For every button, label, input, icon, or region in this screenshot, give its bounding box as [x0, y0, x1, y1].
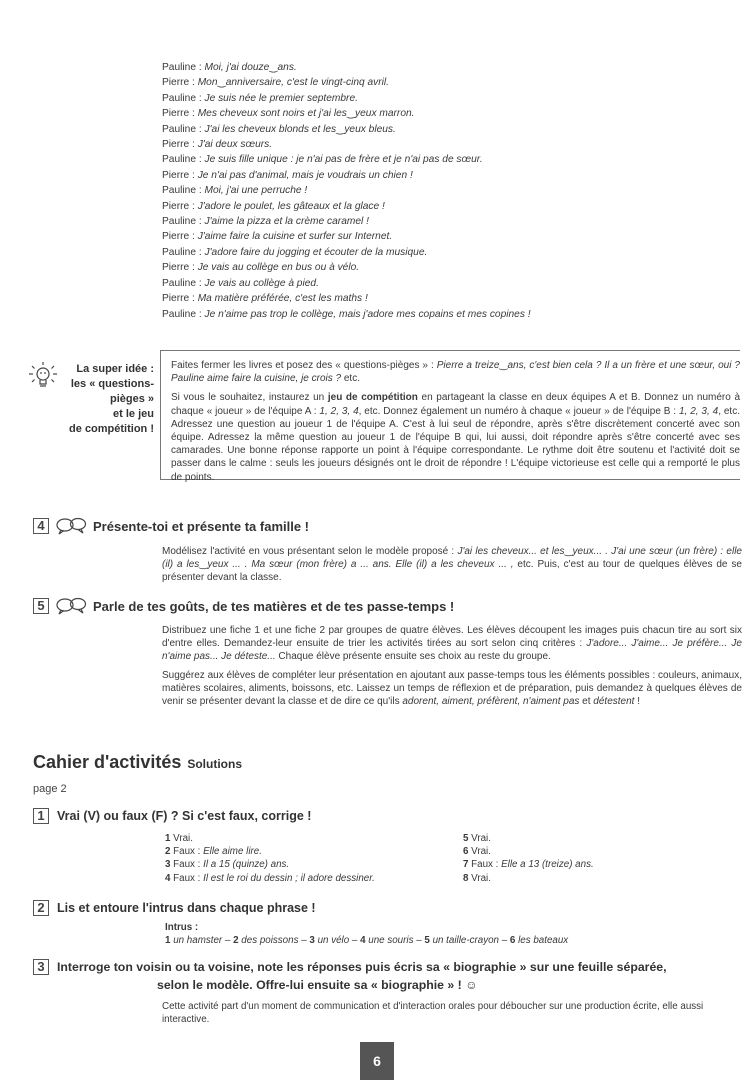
- dialogue-line: Pauline : Moi, j'ai une perruche !: [162, 185, 308, 197]
- dialogue-line: Pierre : J'adore le poulet, les gâteaux et la glace !: [162, 200, 385, 212]
- dialogue-line: Pauline : J'ai les cheveux blonds et les‿yeux bleus.: [162, 123, 396, 135]
- solution-3-heading: [33, 958, 667, 994]
- activity-number: 5: [33, 598, 49, 614]
- answer-item: 7 Faux : Elle a 13 (treize) ans.: [463, 859, 594, 871]
- exercise-title: Interroge ton voisin ou ta voisine, note les réponses puis écris sa « biographie » sur une feuille séparée, selon le modèle. Offre-lui ensuite sa « biographie » ! ☺: [57, 960, 667, 992]
- speech-bubbles-icon: [55, 517, 87, 535]
- activity-number: 4: [33, 518, 49, 534]
- page-number: 6: [360, 1042, 394, 1080]
- dialogue-line: Pierre : Mes cheveux sont noirs et j'ai les‿yeux marron.: [162, 108, 415, 120]
- dialogue-line: Pierre : J'aime faire la cuisine et surfer sur Internet.: [162, 231, 393, 243]
- answer-item: 2 Faux : Elle aime lire.: [165, 846, 262, 858]
- solution-2-heading: [33, 900, 316, 916]
- tip-paragraph: Faites fermer les livres et posez des « questions-pièges » : Pierre a treize‿ans, c'est bien cela ? Il a un frère et une sœur, oui ? Pauline aime faire la cuisine, je crois ? etc.: [171, 360, 740, 385]
- answer-item: 4 Faux : Il est le roi du dessin ; il adore dessiner.: [165, 872, 375, 884]
- dialogue-line: Pierre : Je n'ai pas d'animal, mais je voudrais un chien !: [162, 169, 413, 181]
- solution-1-heading: [33, 808, 311, 824]
- dialogue-line: Pierre : Mon‿anniversaire, c'est le vingt-cinq avril.: [162, 77, 390, 89]
- answer-item: 1 Vrai.: [165, 833, 193, 844]
- solution-1-left: [165, 832, 375, 885]
- section-title: Cahier d'activités Solutions: [33, 752, 243, 772]
- tip-label: La super idée : les « questions- pièges » et le jeu de compétition !: [69, 363, 154, 435]
- tip-paragraph: Si vous le souhaitez, instaurez un jeu de compétition en partageant la classe en deux équipes A et B. Donnez un numéro à chaque « joueur » de l'équipe A : 1, 2, 3, 4, etc. Donnez également un numéro à chaque « joueur » de l'équipe B : 1, 2, 3, 4, etc. Adressez une question au joueur 1 de l'équipe A. C'est à lui seul de répondre, après s'être discrètement concerté avec son équipe. Adressez la même question au joueur 1 de l'équipe B qui, lui aussi, doit répondre après s'être concerté avec ses camarades. Une bonne réponse rapporte un point à l'équipe correspondante. Le rythme doit être soutenu et l'activité doit se passer dans le calme : seuls les joueurs désignés ont le droit de répondre ! L'équipe victorieuse est celle qui a remporté le plus de points.: [171, 392, 741, 483]
- exercise-title: Vrai (V) ou faux (F) ? Si c'est faux, corrige !: [57, 809, 312, 823]
- exercise-title: Lis et entoure l'intrus dans chaque phrase !: [57, 901, 316, 915]
- answer-item: 6 Vrai.: [463, 846, 491, 858]
- intrus-list: 1 un hamster – 2 des poissons – 3 un vélo – 4 une souris – 5 un taille-crayon – 6 les bateaux: [165, 935, 569, 947]
- dialogue-line: Pauline : Je n'aime pas trop le collège, mais j'adore mes copains et mes copines !: [162, 308, 531, 320]
- dialogue: [162, 60, 732, 322]
- dialogue-line: Pauline : Moi, j'ai douze‿ans.: [162, 62, 297, 73]
- activity-title: Présente-toi et présente ta famille !: [93, 518, 310, 534]
- tip-box: [160, 350, 741, 483]
- dialogue-line: Pauline : J'aime la pizza et la crème caramel !: [162, 216, 369, 228]
- solution-1-right: [463, 832, 594, 885]
- activity-5-heading: [33, 597, 454, 615]
- page-reference: page 2: [33, 783, 67, 795]
- answer-item: 3 Faux : Il a 15 (quinze) ans.: [165, 859, 290, 871]
- activity-4-body: Modélisez l'activité en vous présentant selon le modèle proposé : J'ai les cheveux... et les‿yeux... . J'ai une sœur (un frère) : elle (il) a les‿yeux ... . Ma sœur (mon frère) a ... ans. Elle (il) a les cheveux ... , etc. Puis, c'est au tour de quelques élèves de se présenter devant la classe.: [162, 546, 742, 583]
- activity-4-heading: [33, 517, 309, 535]
- solution-2-body: Intrus : 1 un hamster – 2 des poissons – 3 un vélo – 4 une souris – 5 un taille-crayon – 6 les bateaux: [165, 922, 569, 947]
- dialogue-line: Pauline : Je suis née le premier septembre.: [162, 92, 358, 104]
- dialogue-line: Pauline : Je suis fille unique : je n'ai pas de frère et je n'ai pas de sœur.: [162, 154, 483, 166]
- solution-3-body: Cette activité part d'un moment de communication et d'interaction orales pour déboucher sur une production écrite, elle aussi interactive.: [162, 1001, 704, 1025]
- lightbulb-icon: [26, 360, 60, 394]
- activity-5-body: Distribuez une fiche 1 et une fiche 2 par groupes de quatre élèves. Les élèves découpent les images puis chacun tire au sort six d'entre elles. Demandez-leur ensuite de trier les activités tirées au sort selon cinq critères : J'adore... J'aime... Je préfère... Je n'aime pas... Je déteste... Chaque élève présente ensuite ses choix au reste du groupe. Suggérez aux élèves de compléter leur présentation en ajoutant aux passe-temps tous les éléments possibles : couleurs, animaux, matières scolaires, aliments, boissons, etc. Laissez un temps de réflexion et de préparation, puis demandez à quelques élèves de venir se présenter devant la classe et de dire ce qu'ils adorent, aiment, préfèrent, n'aiment pas et détestent !: [162, 625, 742, 707]
- answer-item: 8 Vrai.: [463, 872, 491, 884]
- exercise-number: 2: [33, 900, 49, 916]
- dialogue-line: Pierre : Je vais au collège en bus ou à vélo.: [162, 262, 360, 274]
- dialogue-line: Pauline : Je vais au collège à pied.: [162, 277, 319, 289]
- answer-item: 5 Vrai.: [463, 833, 491, 844]
- dialogue-line: Pierre : Ma matière préférée, c'est les maths !: [162, 293, 368, 305]
- dialogue-line: Pierre : J'ai deux sœurs.: [162, 139, 273, 151]
- exercise-number: 1: [33, 808, 49, 824]
- dialogue-line: Pauline : J'adore faire du jogging et écouter de la musique.: [162, 246, 428, 258]
- exercise-number: 3: [33, 959, 49, 975]
- activity-title: Parle de tes goûts, de tes matières et de tes passe-temps !: [93, 598, 455, 614]
- speech-bubbles-icon: [55, 597, 87, 615]
